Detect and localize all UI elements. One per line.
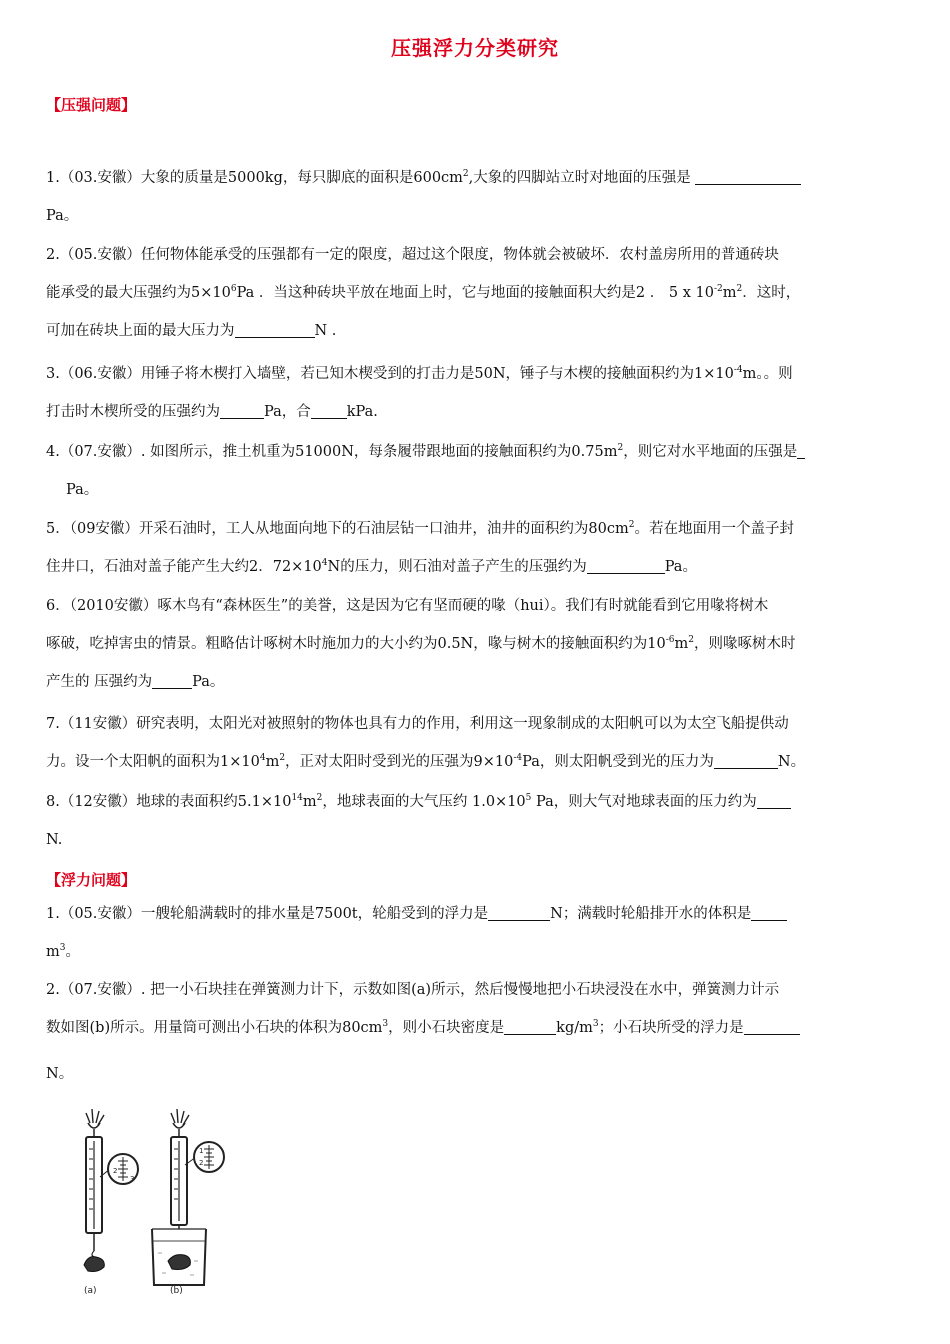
- pressure-question-1: 1.（03.安徽）大象的质量是5000kg，每只脚底的面积是$600cm^2$,大象的四脚站立时对地面的压强是 Pa。: [46, 159, 906, 235]
- answer-blank[interactable]: [797, 442, 805, 459]
- buoyancy-question-1: 1.（05.安徽）一艘轮船满载时的排水量是7500t，轮船受到的浮力是 N；满载时轮船排开水的体积是 $m^3$。: [46, 895, 906, 971]
- answer-blank[interactable]: [714, 752, 778, 769]
- pressure-question-2: 2.（05.安徽）任何物体能承受的压强都有一定的限度，超过这个限度，物体就会被破坏．农村盖房所用的普通砖块 能承受的最大压强约为$5\times 10^6Pa$ ．当这种砖块平放在地面上时，它与地面的接触面积大约是2 ． 5 x $10^{-2}m^2$．这时， 可加在砖块上面的最大压力为 N .: [46, 247, 801, 339]
- pressure-question-5: 5．（09安徽）开采石油时，工人从地面向地下的石油层钻一口油井，油井的面积约为$80cm^2$。若在地面用一个盖子封 住井口，石油对盖子能产生大约2．$72\times 10^4N$的压力，则石油对盖子产生的压强约为 Pa。: [46, 520, 794, 575]
- section-heading-pressure: 【压强问题】: [46, 96, 137, 114]
- buoyancy-question-2: 2.（07.安徽）. 把一小石块挂在弹簧测力计下，示数如图(a)所示，然后慢慢地把小石块浸没在水中，弹簧测力计示 数如图(b)所示。用量筒可测出小石块的体积为$80cm^3$，则小石块密度是 $kg/m^3$；小石块所受的浮力是 N。: [46, 971, 906, 1093]
- answer-blank[interactable]: [488, 904, 550, 921]
- answer-blank[interactable]: [235, 321, 315, 338]
- answer-blank[interactable]: [220, 402, 264, 419]
- scale-b-mark-2: 2: [199, 1159, 204, 1167]
- figure-label-b: (b): [170, 1286, 183, 1296]
- answer-blank[interactable]: [587, 557, 665, 574]
- spring-scale-illustration: [66, 1105, 236, 1300]
- answer-blank[interactable]: [311, 402, 347, 419]
- pressure-question-8: 8.（12安徽）地球的表面积约$5.1\times 10^{14}m^2$，地球表面的大气压约 $1.0\times 10^5$ Pa，则大气对地球表面的压力约为 N.: [46, 783, 906, 859]
- figure-label-a: (a): [84, 1286, 97, 1296]
- pressure-question-4: 4.（07.安徽）. 如图所示，推土机重为51000N，每条履带跟地面的接触面积约为$0.75m^2$，则它对水平地面的压强是 Pa。: [46, 433, 906, 509]
- answer-blank[interactable]: [504, 1018, 556, 1035]
- scale-a-mark-2: 3: [130, 1175, 135, 1183]
- scale-b-mark-1: 1: [199, 1147, 204, 1155]
- answer-blank[interactable]: [695, 168, 801, 185]
- answer-blank[interactable]: [152, 672, 192, 689]
- pressure-question-3: 3.（06.安徽）用锤子将木楔打入墙壁，若已知木楔受到的打击力是50N，锤子与木楔的接触面积约为$1\times 10^{-4}m$。。则 打击时木楔所受的压强约为 Pa，合 kPa.: [46, 365, 793, 420]
- pressure-question-6: 6．（2010安徽）啄木鸟有“森林医生”的美誉，这是因为它有坚而硬的喙（hui）。我们有时就能看到它用喙将树木 啄破，吃掉害虫的情景。粗略估计啄树木时施加力的大小约为0.5N，喙与树木的接触面积约为$10^{-6}m^2$，则喙啄树木时 产生的 压强约为 Pa。: [46, 598, 796, 690]
- section-heading-buoyancy: 【浮力问题】: [46, 871, 137, 889]
- page-title: 压强浮力分类研究: [391, 36, 559, 60]
- pressure-question-7: 7.（11安徽）研究表明，太阳光对被照射的物体也具有力的作用，利用这一现象制成的太阳帆可以为太空飞船提供动 力。设一个太阳帆的面积为$1\times 10^4m^2$，正对太阳时受到光的压强为$9\times 10^{-4}Pa$，则太阳帆受到光的压力为 N。: [46, 716, 806, 770]
- scale-a-mark-1: 2: [113, 1167, 118, 1175]
- answer-blank[interactable]: [751, 904, 787, 921]
- answer-blank[interactable]: [744, 1018, 800, 1035]
- answer-blank[interactable]: [757, 792, 791, 809]
- spring-scale-figure: [66, 1105, 236, 1300]
